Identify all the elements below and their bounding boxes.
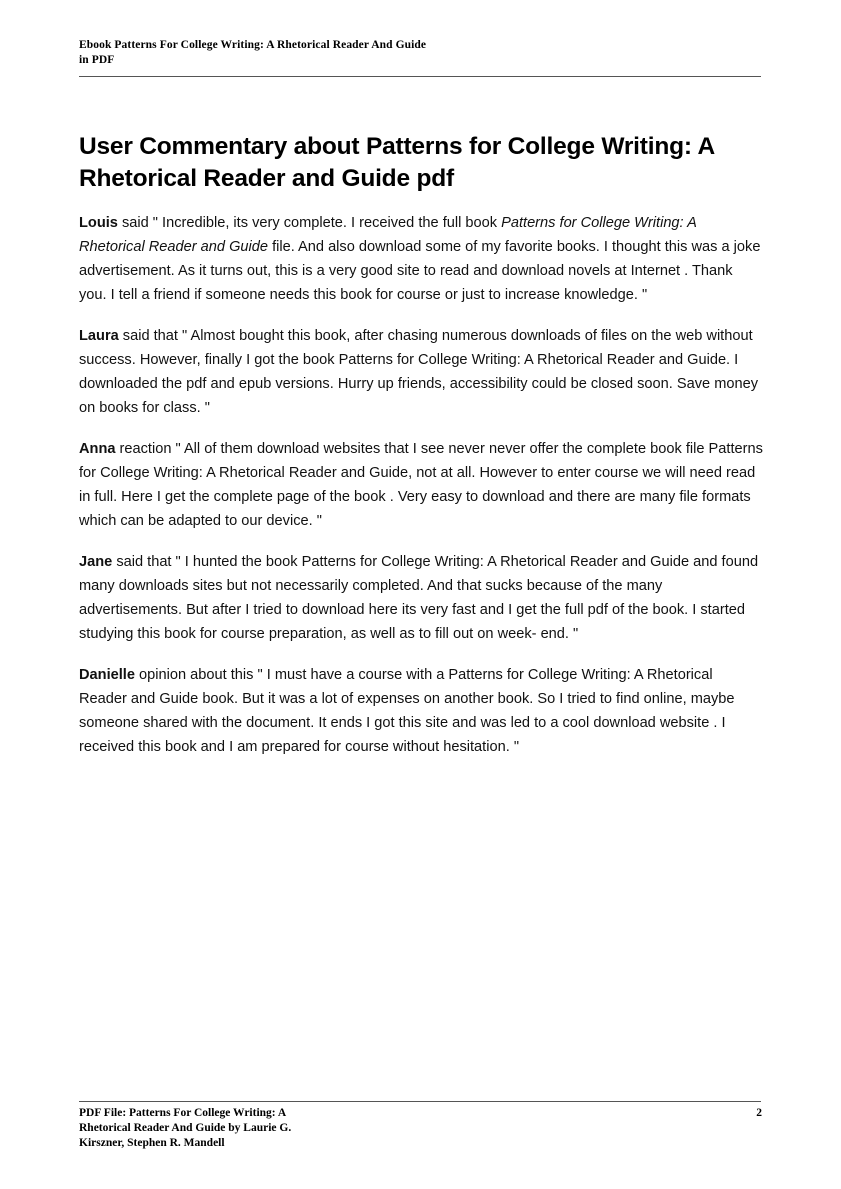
commenter-name: Jane (79, 554, 113, 570)
page-title: User Commentary about Patterns for College Writing: A Rhetorical Reader and Guide pdf (79, 133, 715, 193)
comment-lead: said " Incredible, its very complete. I received the full book (117, 215, 502, 231)
comment-lead: said that " Almost bought this book, after chasing numerous downloads of files on the web without success. However, finally I got the book Patterns for College Writing: A Rhetorical Reader and Guide. I downloaded the pdf and epub versions. Hurry up friends, accessibility could be closed soon. Save money on books for class. " (79, 328, 759, 416)
running-header-line-2: in PDF (79, 54, 115, 66)
footer-line-3: Kirszner, Stephen R. Mandell (79, 1137, 225, 1149)
commenter-name: Anna (79, 441, 116, 457)
running-header (79, 38, 761, 68)
comment-item (79, 550, 763, 646)
page-number: 2 (756, 1107, 762, 1119)
commenter-name: Louis (79, 215, 118, 231)
commenter-name: Laura (79, 328, 119, 344)
commenter-name: Danielle (79, 667, 135, 683)
running-header-line-1: Ebook Patterns For College Writing: A Rhetorical Reader And Guide (79, 39, 427, 51)
comment-item (79, 324, 763, 420)
commentary-list (79, 211, 763, 776)
page-footer (79, 1106, 761, 1151)
footer-divider (79, 1101, 761, 1102)
comment-lead: said that " I hunted the book Patterns for College Writing: A Rhetorical Reader and Guide and found many downloads sites but not necessarily completed. And that sucks because of the many advertisements. But after I tried to download here its very fast and I get the full pdf of the book. I started studying this book for course preparation, as well as to fill out on week- end. " (79, 554, 759, 642)
footer-line-2: Rhetorical Reader And Guide by Laurie G. (79, 1122, 292, 1134)
header-divider (79, 76, 761, 77)
comment-item (79, 437, 763, 533)
comment-rest: file. And also download some of my favorite books. I thought this was a joke advertisement. As it turns out, this is a very good site to read and download novels at Internet . Thank you. I tell a friend if someone needs this book for course or just to increase knowledge. " (79, 239, 761, 303)
comment-item (79, 211, 763, 307)
book-title-italic: Patterns for College Writing: A Rhetorical Reader and Guide (79, 215, 697, 255)
footer-line-1: PDF File: Patterns For College Writing: A (79, 1107, 287, 1119)
comment-lead: opinion about this " I must have a course with a Patterns for College Writing: A Rhetorical Reader and Guide book. But it was a lot of expenses on another book. So I tried to find online, maybe someone shared with the document. It ends I got this site and was led to a cool download website . I received this book and I am prepared for course without hesitation. " (79, 667, 735, 755)
comment-item (79, 663, 763, 759)
comment-lead: reaction " All of them download websites that I see never never offer the complete book file Patterns for College Writing: A Rhetorical Reader and Guide, not at all. However to enter course we will need read in full. Here I get the complete page of the book . Very easy to download and there are many file formats which can be adapted to our device. " (79, 441, 763, 529)
